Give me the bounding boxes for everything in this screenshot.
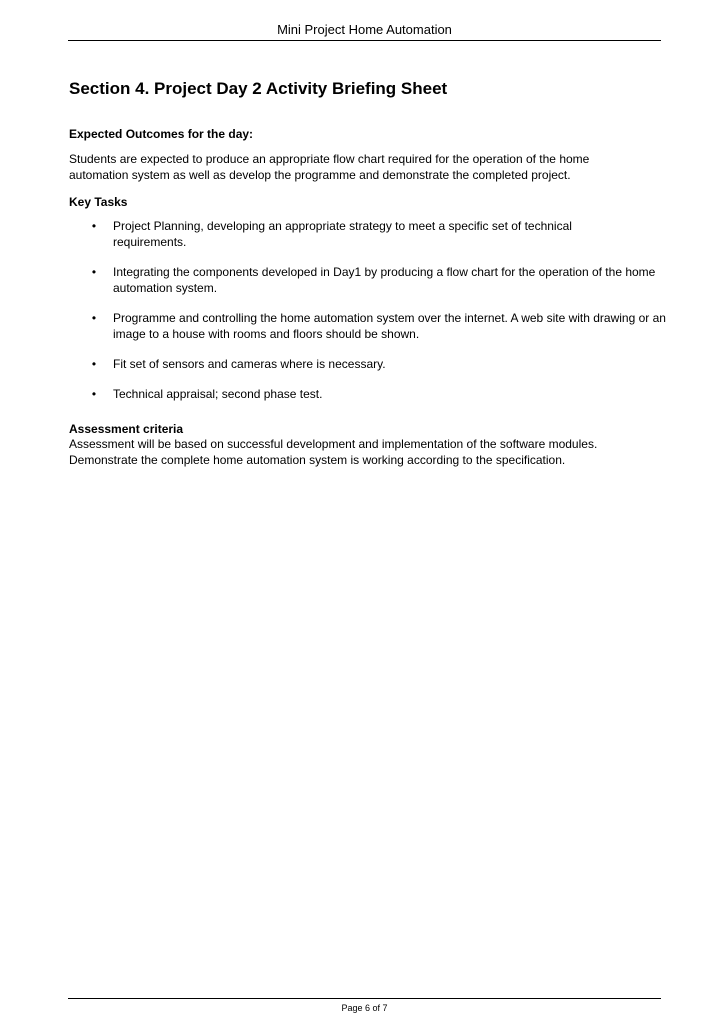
key-task-text: Project Planning, developing an appropriate strategy to meet a specific set of technical requirements. xyxy=(113,219,572,249)
key-tasks-heading: Key Tasks xyxy=(69,195,128,209)
bullet-glyph: • xyxy=(91,357,97,371)
footer-divider xyxy=(68,998,661,999)
assessment-text: Assessment will be based on successful development and implementation of the software modules. Demonstrate the complete home automation system is working according to the specification. xyxy=(69,437,598,467)
expected-outcomes-heading: Expected Outcomes for the day: xyxy=(69,127,254,141)
key-task-item xyxy=(69,356,683,372)
expected-outcomes-block xyxy=(69,127,661,195)
page-number: Page 6 of 7 xyxy=(341,1003,388,1013)
key-task-text: Integrating the components developed in Day1 by producing a flow chart for the operation of the home automation system. xyxy=(113,265,656,295)
page-content xyxy=(69,78,666,468)
expected-outcomes-text: Students are expected to produce an appropriate flow chart required for the operation of the home automation system as well as develop the programme and demonstrate the completed project. xyxy=(69,152,590,182)
running-header: Mini Project Home Automation xyxy=(277,22,452,37)
assessment-heading: Assessment criteria xyxy=(69,422,184,436)
key-task-item xyxy=(69,310,695,342)
key-tasks-list xyxy=(69,218,666,402)
header-divider xyxy=(68,40,661,41)
key-tasks-block xyxy=(69,195,666,402)
key-task-text: Technical appraisal; second phase test. xyxy=(113,387,323,401)
key-task-text: Fit set of sensors and cameras where is necessary. xyxy=(113,357,386,371)
key-task-item xyxy=(69,218,613,250)
assessment-block xyxy=(69,422,661,468)
bullet-glyph: • xyxy=(91,311,97,325)
key-task-text: Programme and controlling the home automation system over the internet. A web site with drawing or an image to a house with rooms and floors should be shown. xyxy=(113,311,666,341)
section-title: Section 4. Project Day 2 Activity Briefing Sheet xyxy=(69,79,448,98)
key-task-item xyxy=(69,264,683,296)
bullet-glyph: • xyxy=(91,219,97,233)
bullet-glyph: • xyxy=(91,265,97,279)
bullet-glyph: • xyxy=(91,387,97,401)
key-task-item xyxy=(69,386,683,402)
